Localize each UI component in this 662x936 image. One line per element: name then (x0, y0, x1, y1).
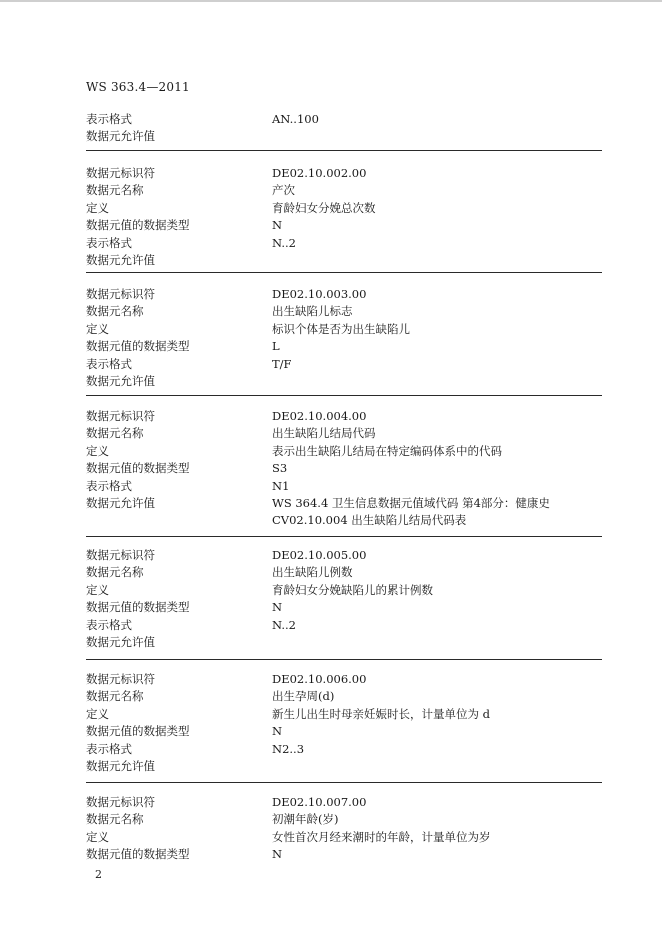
field-label: 定义 (86, 582, 109, 597)
field-value: DE02.10.002.00 (272, 166, 367, 180)
field-value: 新生儿出生时母亲妊娠时长，计量单位为 d (272, 706, 491, 721)
field-value: DE02.10.006.00 (272, 672, 367, 686)
entry-separator (86, 395, 602, 396)
field-value: DE02.10.003.00 (272, 287, 367, 301)
data-element-row (86, 234, 606, 252)
data-element-row (86, 459, 606, 477)
data-element-row (86, 320, 606, 338)
data-element-row (86, 757, 606, 775)
page-number: 2 (95, 868, 102, 881)
data-element-row (86, 705, 606, 723)
field-value: S3 (272, 461, 288, 476)
entry-separator (86, 536, 602, 537)
field-label: 数据元标识符 (86, 795, 155, 809)
field-value: AN..100 (272, 112, 319, 126)
data-element-row (86, 670, 606, 688)
field-label: 数据元允许值 (86, 496, 155, 510)
field-value: N (272, 724, 283, 739)
entry-separator (86, 150, 602, 151)
data-element-row (86, 546, 606, 564)
data-element-row (86, 687, 606, 705)
field-value: 产次 (272, 183, 295, 198)
field-value: 出生缺陷儿标志 (272, 304, 353, 319)
field-label: 数据元标识符 (86, 166, 155, 180)
field-value: N1 (272, 478, 290, 493)
data-element-row (86, 181, 606, 199)
field-value: 女性首次月经来潮时的年龄，计量单位为岁 (272, 829, 491, 844)
data-element-row (86, 845, 606, 863)
field-value: DE02.10.004.00 (272, 409, 367, 423)
data-element-row (86, 424, 606, 442)
data-element-row (86, 828, 606, 846)
field-value: 表示出生缺陷儿结局在特定编码体系中的代码 (272, 443, 502, 458)
field-label: 数据元值的数据类型 (86, 339, 190, 354)
field-value: WS 364.4 卫生信息数据元值域代码 第4部分：健康史 (272, 496, 550, 510)
data-element-row (86, 251, 606, 269)
field-label: 数据元允许值 (86, 635, 155, 649)
field-label: 数据元允许值 (86, 374, 155, 388)
data-element-row (86, 563, 606, 581)
field-label: 数据元值的数据类型 (86, 218, 190, 233)
field-label: 数据元值的数据类型 (86, 461, 190, 476)
data-element-row (86, 616, 606, 634)
field-label: 定义 (86, 706, 109, 721)
field-value: CV02.10.004 出生缺陷儿结局代码表 (272, 513, 467, 528)
field-value: T/F (272, 356, 292, 371)
field-value: N (272, 847, 283, 862)
field-value: 初潮年龄(岁) (272, 812, 339, 827)
field-label: 定义 (86, 200, 109, 215)
data-element-row (86, 407, 606, 425)
data-element-row (86, 302, 606, 320)
field-value: 育龄妇女分娩缺陷儿的累计例数 (272, 582, 433, 597)
field-label: 表示格式 (86, 235, 132, 250)
field-value: DE02.10.007.00 (272, 795, 367, 809)
data-element-row (86, 110, 606, 128)
field-value: N (272, 218, 283, 233)
data-element-row (86, 494, 606, 512)
field-value: L (272, 339, 280, 354)
data-element-row (86, 810, 606, 828)
field-value: 出生孕周(d) (272, 689, 335, 704)
field-value: N..2 (272, 235, 296, 250)
entry-separator (86, 659, 602, 660)
field-label: 数据元标识符 (86, 409, 155, 423)
data-element-row (86, 633, 606, 651)
entry-separator (86, 272, 602, 273)
data-element-row (86, 442, 606, 460)
field-label: 数据元允许值 (86, 253, 155, 267)
field-label: 数据元允许值 (86, 129, 155, 144)
field-value: DE02.10.005.00 (272, 548, 367, 562)
field-label: 定义 (86, 321, 109, 336)
field-label: 定义 (86, 443, 109, 458)
field-label: 数据元名称 (86, 689, 144, 704)
data-element-row (86, 199, 606, 217)
field-label: 数据元名称 (86, 304, 144, 319)
field-label: 数据元标识符 (86, 672, 155, 686)
field-label: 数据元值的数据类型 (86, 847, 190, 862)
data-element-row (86, 372, 606, 390)
standard-header: WS 363.4—2011 (86, 80, 190, 94)
field-value: 出生缺陷儿结局代码 (272, 426, 376, 441)
data-element-row (86, 477, 606, 495)
data-element-row (86, 337, 606, 355)
data-element-row (86, 285, 606, 303)
field-label: 数据元标识符 (86, 548, 155, 562)
field-label: 数据元名称 (86, 426, 144, 441)
data-element-row (86, 740, 606, 758)
data-element-row (86, 127, 606, 145)
field-value: 育龄妇女分娩总次数 (272, 200, 376, 215)
data-element-row (86, 511, 606, 529)
data-element-row (86, 722, 606, 740)
field-value: 出生缺陷儿例数 (272, 565, 353, 580)
data-element-row (86, 355, 606, 373)
field-label: 表示格式 (86, 478, 132, 493)
field-value: N (272, 600, 283, 615)
data-element-row (86, 581, 606, 599)
field-label: 数据元名称 (86, 183, 144, 198)
field-label: 表示格式 (86, 617, 132, 632)
field-label: 表示格式 (86, 741, 132, 756)
data-element-row (86, 216, 606, 234)
field-label: 数据元标识符 (86, 287, 155, 301)
entry-separator (86, 782, 602, 783)
field-label: 表示格式 (86, 112, 132, 126)
field-label: 数据元名称 (86, 565, 144, 580)
field-label: 数据元值的数据类型 (86, 724, 190, 739)
field-label: 数据元名称 (86, 812, 144, 827)
field-value: N2..3 (272, 741, 305, 756)
field-label: 数据元允许值 (86, 759, 155, 773)
data-element-row (86, 598, 606, 616)
field-value: 标识个体是否为出生缺陷儿 (272, 321, 410, 336)
field-label: 表示格式 (86, 356, 132, 371)
data-element-row (86, 164, 606, 182)
field-label: 定义 (86, 829, 109, 844)
field-value: N..2 (272, 617, 296, 632)
field-label: 数据元值的数据类型 (86, 600, 190, 615)
data-element-row (86, 793, 606, 811)
